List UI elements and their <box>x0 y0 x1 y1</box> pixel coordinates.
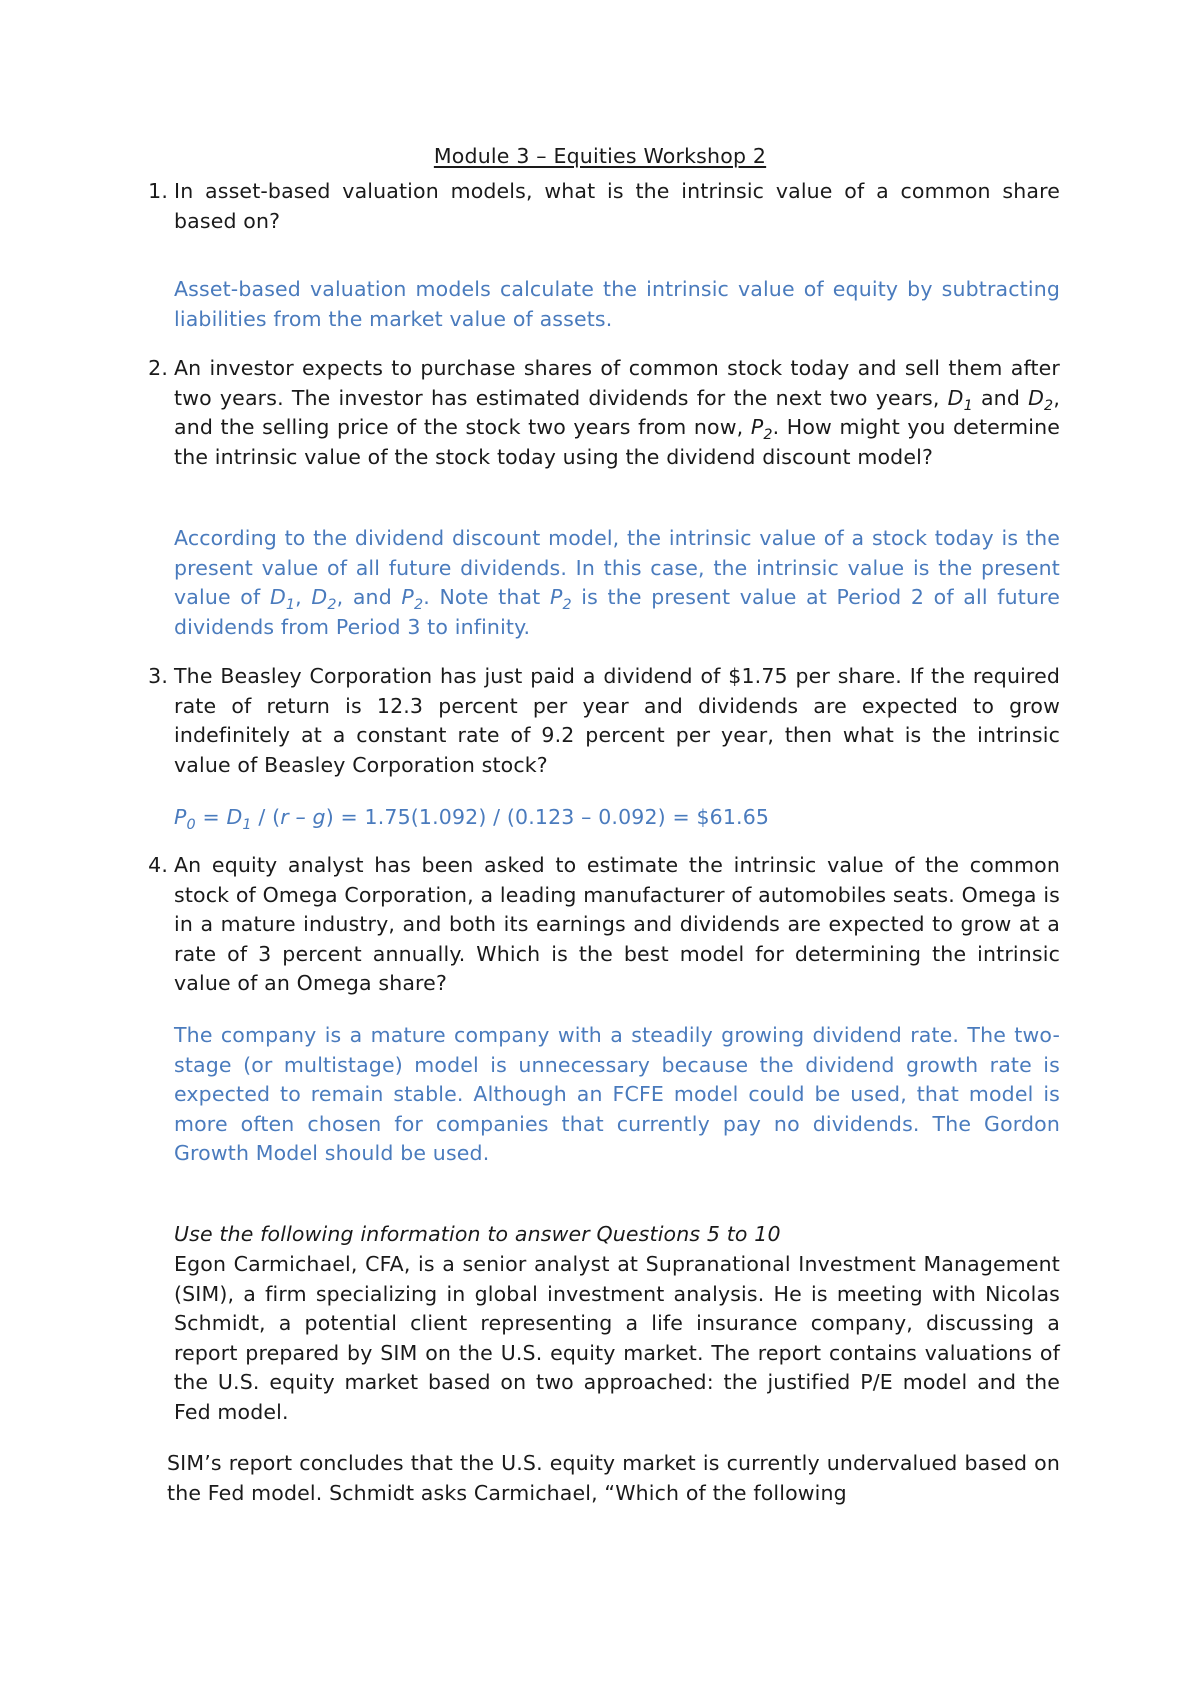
answer-2: According to the dividend discount model, the intrinsic value of a stock today is the present value of all future dividends. In this case, the intrinsic value is the present value of $D_1$, $D_2$, and $P_2$. Note that $P_2$ is the present value at Period 2 of all future dividends from Period 3 to infinity. <box>174 526 1060 639</box>
question-number: 3. <box>148 664 168 688</box>
question-1 <box>148 177 1060 236</box>
case-text: Egon Carmichael, CFA, is a senior analyst at Supranational Investment Management (SIM), a firm specializing in global investment analysis. He is meeting with Nicolas Schmidt, a potential client representing a life insurance company, discussing a report prepared by SIM on the U.S. equity market. The report contains valuations of the U.S. equity market based on two approached: the justified P/E model and the Fed model. <box>174 1252 1060 1424</box>
page-title: Module 3 – Equities Workshop 2 <box>433 144 767 168</box>
question-text: The Beasley Corporation has just paid a dividend of $1.75 per share. If the required rate of return is 12.3 percent per year and dividends are expected to grow indefinitely at a constant rate of 9.2 percent per year, then what is the intrinsic value of Beasley Corporation stock? <box>174 664 1060 777</box>
question-number: 4. <box>148 853 168 877</box>
case-text-2: SIM’s report concludes that the U.S. equity market is currently undervalued based on the Fed model. Schmidt asks Carmichael, “Which of the following <box>167 1451 1060 1505</box>
answer-1: Asset-based valuation models calculate the intrinsic value of equity by subtracting liabilities from the market value of assets. <box>174 277 1060 331</box>
question-text: In asset-based valuation models, what is the intrinsic value of a common share based on? <box>174 179 1060 233</box>
answer-4: The company is a mature company with a steadily growing dividend rate. The two-stage (or multistage) model is unnecessary because the dividend growth rate is expected to remain stable. Although an FCFE model could be used, that model is more often chosen for companies that currently pay no dividends. The Gordon Growth Model should be used. <box>174 1023 1060 1165</box>
question-4 <box>148 851 1060 999</box>
answer-3-formula: $P_0 = D_1 / (r - g) = 1.75(1.092) / (0.123 - 0.092)$ = $61.65 <box>174 805 770 834</box>
question-text: An equity analyst has been asked to estimate the intrinsic value of the common stock of Omega Corporation, a leading manufacturer of automobiles seats. Omega is in a mature industry, and both its earnings and dividends are expected to grow at a rate of 3 percent annually. Which is the best model for determining the intrinsic value of an Omega share? <box>174 853 1060 995</box>
question-number: 1. <box>148 179 168 203</box>
case-intro: Use the following information to answer Questions 5 to 10 <box>174 1222 781 1246</box>
question-number: 2. <box>148 356 168 380</box>
question-3 <box>148 662 1060 780</box>
question-2: 2. An investor expects to purchase shares of common stock today and sell them after two years. The investor has estimated dividends for the next two years, $D_1$ and $D_2$, and the selling price of the stock two years from now, $P_2$. How might you determine the intrinsic value of the stock today using the dividend discount model? <box>174 354 1060 472</box>
